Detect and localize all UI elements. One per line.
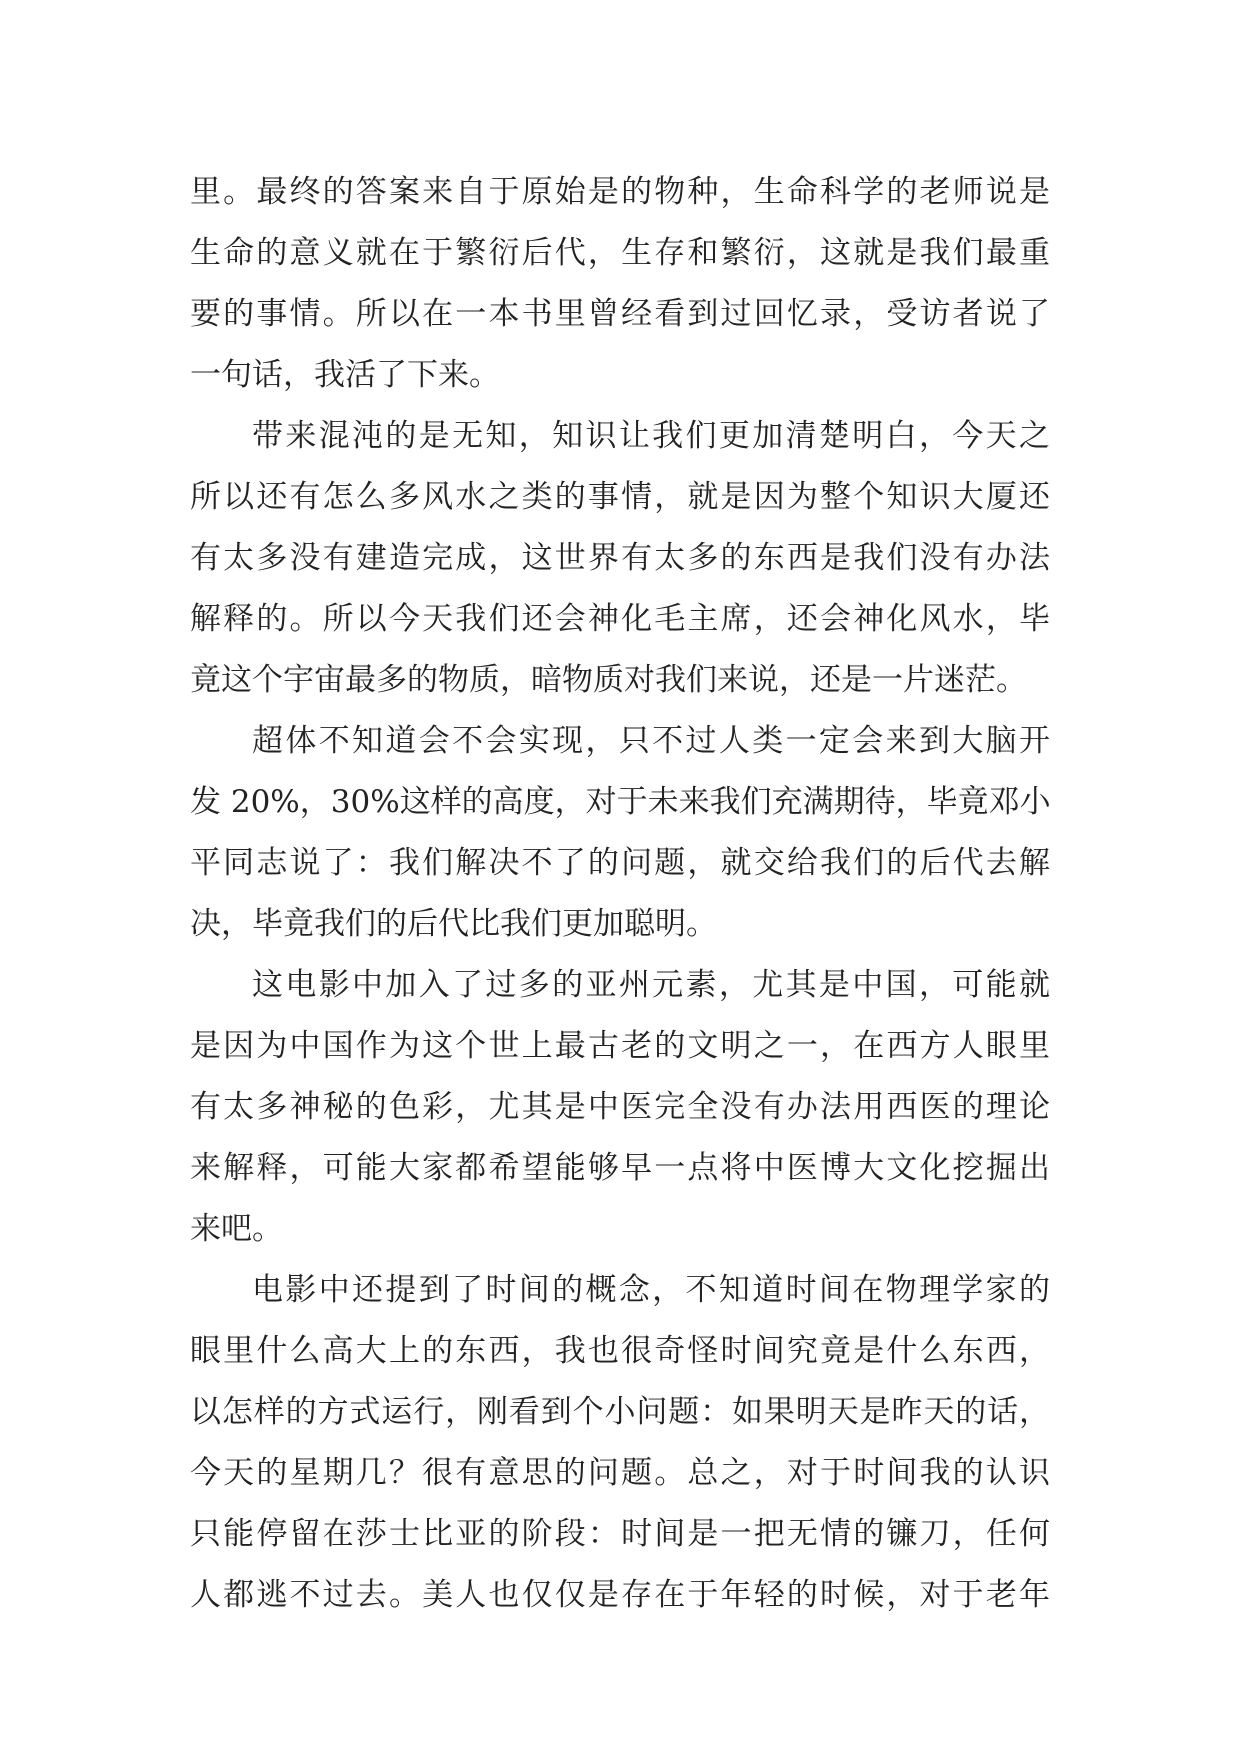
text-line: 人都逃不过去。美人也仅仅是存在于年轻的时候，对于老年 xyxy=(190,1577,1050,1613)
text-line: 只能停留在莎士比亚的阶段：时间是一把无情的镰刀，任何 xyxy=(190,1516,1050,1552)
text-line: 解释的。所以今天我们还会神化毛主席，还会神化风水，毕 xyxy=(190,601,1050,637)
text-line: 一句话，我活了下来。 xyxy=(190,357,500,393)
document-body xyxy=(190,162,1050,1626)
text-line: 今天的星期几？很有意思的问题。总之，对于时间我的认识 xyxy=(190,1455,1050,1491)
text-line: 决，毕竟我们的后代比我们更加聪明。 xyxy=(190,906,717,942)
text-line: 这电影中加入了过多的亚州元素，尤其是中国，可能就 xyxy=(252,967,1050,1003)
paragraph xyxy=(190,711,1050,955)
text-line: 有太多没有建造完成，这世界有太多的东西是我们没有办法 xyxy=(190,540,1050,576)
paragraph xyxy=(190,955,1050,1260)
text-line: 电影中还提到了时间的概念，不知道时间在物理学家的 xyxy=(252,1272,1050,1308)
text-line: 带来混沌的是无知，知识让我们更加清楚明白，今天之 xyxy=(252,418,1050,454)
text-line: 来吧。 xyxy=(190,1211,283,1247)
text-line: 要的事情。所以在一本书里曾经看到过回忆录，受访者说了 xyxy=(190,296,1050,332)
text-line: 所以还有怎么多风水之类的事情，就是因为整个知识大厦还 xyxy=(190,479,1050,515)
text-line: 平同志说了：我们解决不了的问题，就交给我们的后代去解 xyxy=(190,845,1050,881)
text-line: 有太多神秘的色彩，尤其是中医完全没有办法用西医的理论 xyxy=(190,1089,1050,1125)
text-line: 以怎样的方式运行，刚看到个小问题：如果明天是昨天的话， xyxy=(190,1394,1050,1430)
text-line: 来解释，可能大家都希望能够早一点将中医博大文化挖掘出 xyxy=(190,1150,1050,1186)
paragraph xyxy=(190,1260,1050,1626)
text-line: 超体不知道会不会实现，只不过人类一定会来到大脑开 xyxy=(252,723,1050,759)
paragraph xyxy=(190,406,1050,711)
paragraph xyxy=(190,162,1050,406)
text-line: 生命的意义就在于繁衍后代，生存和繁衍，这就是我们最重 xyxy=(190,235,1050,271)
text-line: 竟这个宇宙最多的物质，暗物质对我们来说，还是一片迷茫。 xyxy=(190,662,1027,698)
text-line: 是因为中国作为这个世上最古老的文明之一，在西方人眼里 xyxy=(190,1028,1050,1064)
text-line: 发 20%，30%这样的高度，对于未来我们充满期待，毕竟邓小 xyxy=(190,784,1051,820)
text-line: 里。最终的答案来自于原始是的物种，生命科学的老师说是 xyxy=(190,174,1050,210)
text-line: 眼里什么高大上的东西，我也很奇怪时间究竟是什么东西， xyxy=(190,1333,1050,1369)
